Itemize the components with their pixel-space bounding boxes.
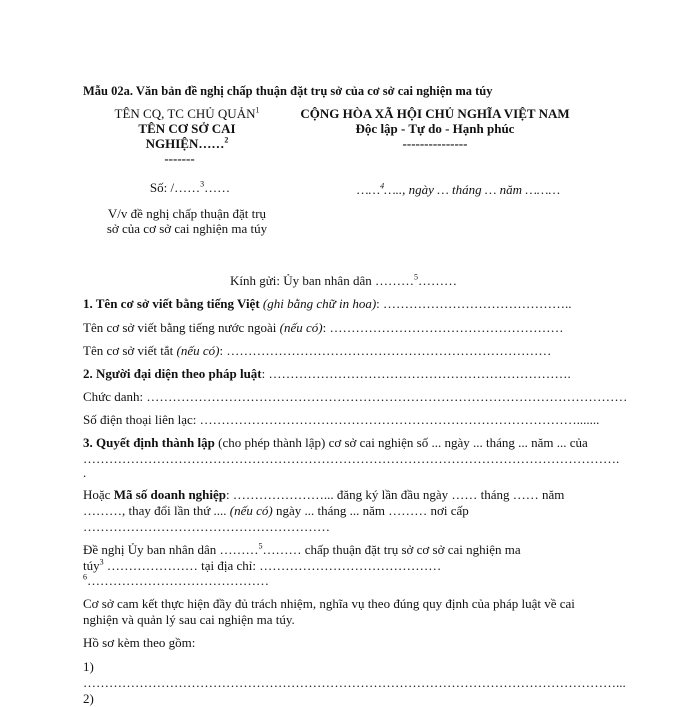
section3-line2: ……………………………………………………………………………………………………………. <box>83 451 620 466</box>
facility-name-line1: TÊN CƠ SỞ CAI <box>138 121 236 136</box>
footnote-ref: 3 <box>200 179 205 189</box>
section1-note: (ghi bằng chữ in hoa) <box>259 296 377 311</box>
footnote-ref: 2 <box>224 135 229 145</box>
facility-name-line2 <box>82 136 292 151</box>
section2-heading: 2. Người đại diện theo pháp luật <box>83 366 262 381</box>
right-header <box>285 106 585 151</box>
business-line2a: ………, thay đổi lần thứ .... <box>83 503 230 518</box>
nation-name: CỘNG HÒA XÃ HỘI CHỦ NGHĨA VIỆT NAM <box>300 106 570 121</box>
short-name-label: Tên cơ sở viết tắt <box>83 343 177 358</box>
footnote-ref: 5 <box>258 541 263 551</box>
footnote-ref: 4 <box>380 181 385 191</box>
date-line <box>357 182 560 198</box>
right-header-divider: --------------- <box>402 136 468 151</box>
greeting-prefix: Kính gửi: Ủy ban nhân dân ……… <box>230 273 414 288</box>
section3-text: (cho phép thành lập) cơ sở cai nghiện số ... ngày ... tháng ... năm ... của <box>214 435 588 450</box>
section3-line3: . <box>83 465 87 480</box>
section2-fill: : ……………………………………………………………. <box>261 366 571 381</box>
foreign-name-note: (nếu có) <box>279 320 323 335</box>
section1-heading: 1. Tên cơ sở viết bằng tiếng Việt <box>83 296 260 311</box>
request-line1 <box>83 542 521 558</box>
document-number <box>100 180 280 196</box>
request-line3 <box>83 573 269 589</box>
foreign-name-fill: : ……………………………………………… <box>322 320 564 335</box>
commitment-line1: Cơ sở cam kết thực hiện đầy đủ trách nhiệm, nghĩa vụ theo đúng quy định của pháp luật về cai <box>83 596 575 611</box>
section2-heading-line <box>83 366 571 382</box>
date-prefix: …… <box>357 182 381 197</box>
phone-line: Số điện thoại liên lạc: ……………………………………………………………………………....... <box>83 412 600 427</box>
date-suffix: ….., ngày … tháng … năm ……… <box>384 182 560 197</box>
request-line3-fill: …………………………………… <box>87 573 269 588</box>
short-name-line <box>83 343 551 359</box>
section3-heading: 3. Quyết định thành lập <box>83 435 215 450</box>
request-prefix: Đề nghị Ủy ban nhân dân ……… <box>83 542 259 557</box>
short-name-note: (nếu có) <box>176 343 220 358</box>
footnote-ref: 3 <box>99 557 104 567</box>
attachment-item-1: 1) <box>83 659 94 674</box>
request-suffix: ……… chấp thuận đặt trụ sở cơ sở cai nghiện ma <box>262 542 521 557</box>
request-line2 <box>83 558 441 574</box>
job-title-line: Chức danh: ………………………………………………………………………………………………… <box>83 389 628 404</box>
subject-line1: V/v đề nghị chấp thuận đặt trụ <box>107 206 267 221</box>
subject-line2: sở của cơ sở cai nghiện ma túy <box>106 221 268 236</box>
section3-line1 <box>83 435 588 451</box>
business-line2b: ngày ... tháng ... năm ……… nơi cấp <box>272 503 469 518</box>
request-line2-suffix: ………………… tại địa chỉ: …………………………………… <box>103 558 442 573</box>
business-line2 <box>83 503 469 519</box>
request-line2-prefix: túy <box>83 558 100 573</box>
subject <box>82 206 292 236</box>
left-header <box>82 106 292 166</box>
facility-name: NGHIỆN…… <box>145 136 225 151</box>
business-rest: : …………………... đăng ký lần đầu ngày …… tháng …… năm <box>226 487 565 502</box>
greeting-suffix: ……… <box>417 273 457 288</box>
attachment-item-1-line: ……………………………………………………………………………………………………………... <box>83 675 626 690</box>
business-prefix: Hoặc <box>83 487 114 502</box>
business-line2-note: (nếu có) <box>229 503 273 518</box>
greeting <box>230 273 457 289</box>
agency-line <box>82 106 292 121</box>
footnote-ref: 1 <box>255 105 260 115</box>
number-suffix: …… <box>204 180 231 195</box>
attachments-label: Hồ sơ kèm theo gồm: <box>83 635 196 650</box>
form-title: Mẫu 02a. Văn bản đề nghị chấp thuận đặt trụ sở của cơ sở cai nghiện ma túy <box>83 84 493 98</box>
number-prefix: Số: /…… <box>149 180 201 195</box>
footnote-ref: 5 <box>413 272 418 282</box>
commitment-line2: nghiện và quản lý sau cai nghiện ma túy. <box>83 612 295 627</box>
business-code-label: Mã số doanh nghiệp <box>113 487 227 502</box>
section1-heading-line <box>83 296 572 312</box>
attachment-item-2: 2) <box>83 691 94 706</box>
left-header-divider: ------- <box>164 151 195 166</box>
foreign-name-line <box>83 320 563 336</box>
business-line3: ………………………………………………… <box>83 519 330 534</box>
business-line1 <box>83 487 564 503</box>
short-name-fill: : ………………………………………………………………… <box>219 343 552 358</box>
foreign-name-label: Tên cơ sở viết bằng tiếng nước ngoài <box>83 320 280 335</box>
section1-fill: : …………………………………….. <box>376 296 572 311</box>
footnote-ref: 6 <box>83 572 87 582</box>
motto: Độc lập - Tự do - Hạnh phúc <box>355 121 515 136</box>
agency-name: TÊN CQ, TC CHỦ QUẢN <box>114 106 256 121</box>
